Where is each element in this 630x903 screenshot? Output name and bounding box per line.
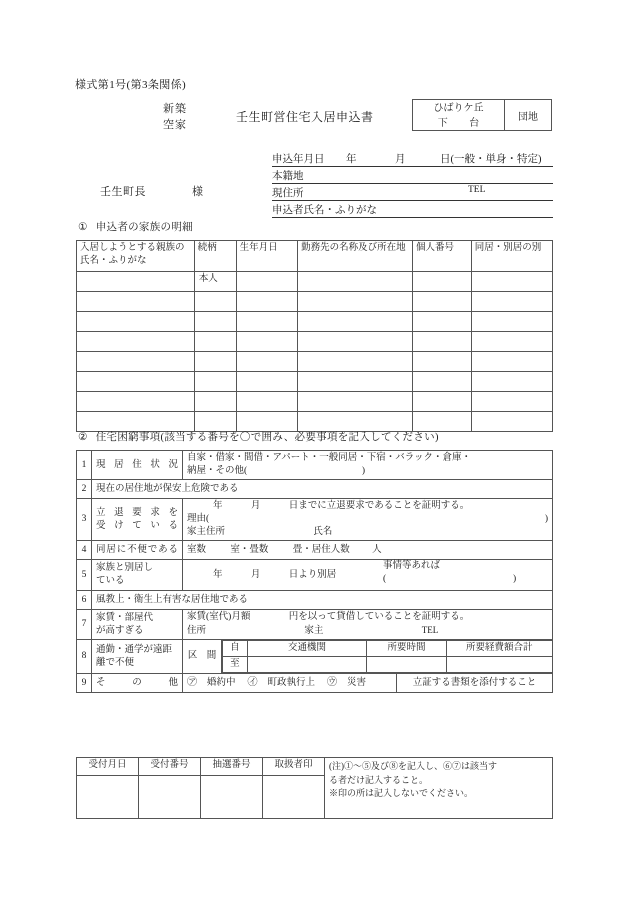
commute-to-label: 至 (223, 657, 248, 673)
family-cell-name[interactable] (77, 312, 195, 332)
tatami-count-label: 室・畳数 (230, 544, 269, 555)
hardship-row-4-number[interactable]: 4 (77, 541, 92, 560)
hardship-row-5-label-l2: ている (96, 576, 125, 586)
landlord-line (187, 526, 548, 539)
estate-box (412, 99, 552, 131)
eviction-reason-line (187, 513, 548, 526)
applicant-date-day-category: 日(一般・単身・特定) (440, 154, 542, 165)
hardship-row-2-text: 現在の居住地が保安上危険である (92, 480, 553, 499)
applicant-date-label: 申込年月日 (272, 154, 325, 165)
family-cell-living[interactable] (471, 372, 552, 392)
hardship-row-1-value[interactable] (183, 451, 553, 480)
hardship-row-3-label-l1: 立退要求を (96, 507, 178, 518)
family-col-name: 入居しようとする親族の氏名・ふりがな (77, 241, 195, 272)
applicant-row-name[interactable] (272, 201, 553, 218)
housing-hardship-table (76, 450, 553, 693)
separation-circumstance-close: ) (513, 574, 517, 584)
section-2-number: ② (78, 432, 88, 443)
table-row[interactable] (77, 392, 553, 412)
section-1-text: 申込者の家族の明細 (95, 222, 193, 233)
resident-count-unit: 人 (372, 544, 382, 555)
hardship-row-6[interactable] (77, 591, 553, 610)
table-row[interactable] (77, 272, 553, 292)
family-cell-relation[interactable]: 本人 (194, 272, 236, 292)
hardship-row-7[interactable] (77, 610, 553, 640)
family-cell-relation[interactable] (194, 292, 236, 312)
hardship-row-3[interactable] (77, 499, 553, 541)
family-cell-name[interactable] (77, 272, 195, 292)
family-cell-dob[interactable] (236, 332, 297, 352)
family-cell-workplace[interactable] (298, 312, 413, 332)
table-row[interactable] (77, 372, 553, 392)
housing-type-other-line (187, 465, 548, 478)
receipt-note-line-3: ※印の所は記入しないでください。 (329, 788, 474, 798)
hardship-row-1-label (92, 451, 183, 480)
family-cell-name[interactable] (77, 352, 195, 372)
hardship-row-3-value[interactable] (183, 499, 553, 541)
family-cell-workplace[interactable] (298, 332, 413, 352)
family-cell-mynumber[interactable] (412, 292, 471, 312)
family-cell-mynumber[interactable] (412, 332, 471, 352)
mayor-address-line (100, 183, 204, 199)
eviction-year: 年 (213, 501, 223, 511)
section-1-caption (78, 219, 193, 234)
family-cell-mynumber[interactable] (412, 392, 471, 412)
family-cell-relation[interactable] (194, 392, 236, 412)
hardship-row-5-label (92, 560, 183, 591)
room-count-label: 室数 (187, 544, 207, 555)
rent-amount-line (187, 611, 548, 624)
hardship-row-1-label-text: 現居住状況 (96, 459, 178, 470)
family-cell-mynumber[interactable] (412, 272, 471, 292)
receipt-col-stamp: 取扱者印 (263, 758, 325, 776)
receipt-value-number[interactable] (139, 776, 201, 819)
hardship-row-4-value[interactable] (183, 541, 553, 560)
receipt-note-line-1: (注)①～⑤及び⑧を記入し、⑥⑦は該当す (329, 761, 497, 771)
receipt-value-date[interactable] (77, 776, 139, 819)
estate-name-line2-left: 下 (437, 118, 448, 129)
hardship-row-8-label (92, 640, 183, 674)
receipt-col-date: 受付月日 (77, 758, 139, 776)
eviction-month: 月 (250, 501, 261, 511)
eviction-statement: 日までに立退要求であることを証明する。 (288, 501, 470, 511)
section-2-caption (78, 429, 439, 444)
hardship-row-9-number[interactable]: 9 (77, 674, 92, 693)
rent-owner-label: 家主 (304, 626, 324, 636)
eviction-reason-close: ) (544, 514, 548, 524)
resident-count-label: 畳・居住人数 (292, 544, 350, 555)
form-code: 様式第1号(第3条関係) (75, 79, 187, 91)
option-u-marker[interactable]: ㋒ (327, 677, 338, 688)
separation-circumstance-open: ( (383, 574, 387, 584)
receipt-col-lottery: 抽選番号 (201, 758, 263, 776)
build-type-vacant: 空家 (163, 119, 187, 131)
housing-type-other-close: ) (361, 466, 366, 476)
receipt-office-table (76, 757, 553, 819)
hardship-row-3-label-l2: 受けている (96, 520, 178, 531)
hardship-row-6-text: 風教上・衛生上有害な居住地である (92, 591, 553, 610)
hardship-row-5-number[interactable]: 5 (77, 560, 92, 591)
table-row[interactable] (77, 332, 553, 352)
rent-landlord-line (187, 624, 548, 638)
commute-from-label: 自 (223, 641, 248, 657)
family-details-table (76, 240, 553, 432)
rent-amount-label: 家賃(室代)月額 (187, 612, 251, 622)
eviction-date-line (187, 500, 548, 513)
current-address-label: 現住所 (272, 188, 304, 199)
receipt-col-number: 受付番号 (139, 758, 201, 776)
hardship-row-8[interactable] (77, 640, 553, 674)
separation-circumstance-label: 事情等あれば (383, 561, 441, 571)
family-col-relation: 続柄 (194, 241, 236, 272)
hardship-row-1[interactable] (77, 451, 553, 480)
family-cell-living[interactable] (471, 332, 552, 352)
family-cell-relation[interactable] (194, 312, 236, 332)
hardship-row-9-label (92, 674, 183, 693)
commute-col-transport: 交通機関 (247, 641, 366, 657)
hardship-row-5[interactable] (77, 560, 553, 591)
hardship-row-1-number[interactable]: 1 (77, 451, 92, 480)
table-row[interactable] (77, 352, 553, 372)
family-cell-workplace[interactable] (298, 392, 413, 412)
family-cell-dob[interactable] (236, 392, 297, 412)
estate-name-line2-right: 台 (469, 118, 480, 129)
eviction-reason-label: 理由( (187, 514, 210, 524)
estate-name-line1: ひばりケ丘 (433, 103, 484, 114)
hardship-row-9-options[interactable] (183, 674, 397, 693)
applicant-name-label: 申込者氏名・ふりがな (272, 205, 377, 216)
family-cell-living[interactable] (471, 412, 552, 432)
hardship-row-8-label-l1: 通勤・通学が遠距 (96, 644, 173, 655)
table-row[interactable] (77, 312, 553, 332)
family-cell-living[interactable] (471, 392, 552, 412)
applicant-row-current-address[interactable] (272, 184, 553, 201)
hardship-row-8-label-l2: 離で不便 (96, 657, 135, 668)
family-cell-living[interactable] (471, 292, 552, 312)
rent-address-label: 住所 (187, 626, 207, 636)
commute-col-time: 所要時間 (367, 641, 447, 657)
receipt-note-line-2: る者だけ記入すること。 (329, 774, 429, 785)
section-1-number: ① (78, 222, 88, 233)
receipt-value-stamp[interactable] (263, 776, 325, 819)
mayor-label: 壬生町長 (100, 186, 146, 198)
commute-to-row[interactable] (223, 657, 553, 673)
registered-domicile-label: 本籍地 (272, 171, 304, 182)
hardship-row-2[interactable] (77, 480, 553, 499)
family-table-header-row (77, 241, 553, 272)
build-type-group (163, 101, 187, 133)
commute-to-time[interactable] (367, 657, 447, 673)
option-a-label: 婚約中 (207, 678, 236, 688)
hardship-row-7-number[interactable]: 7 (77, 610, 92, 640)
commute-detail-table (222, 640, 553, 673)
commute-to-cost[interactable] (447, 657, 553, 673)
family-cell-mynumber[interactable] (412, 312, 471, 332)
applicant-row-registered-domicile[interactable] (272, 167, 553, 184)
option-i-marker[interactable]: ㋑ (247, 677, 258, 688)
hardship-row-3-number[interactable]: 3 (77, 499, 92, 541)
estate-name-line2 (413, 116, 504, 131)
separation-year: 年 (213, 569, 223, 580)
commute-detail-host (222, 640, 553, 674)
family-cell-dob[interactable] (236, 292, 297, 312)
commute-section-label: 区 間 (183, 640, 222, 674)
family-col-dob: 生年月日 (236, 241, 297, 272)
hardship-row-4-label (92, 541, 183, 560)
hardship-row-2-number[interactable]: 2 (77, 480, 92, 499)
family-cell-living[interactable] (471, 272, 552, 292)
family-cell-name[interactable] (77, 332, 195, 352)
hardship-row-9[interactable] (77, 674, 553, 693)
family-cell-workplace[interactable] (298, 292, 413, 312)
current-address-tel-label: TEL (468, 185, 486, 195)
hardship-row-3-label (92, 499, 183, 541)
family-cell-dob[interactable] (236, 372, 297, 392)
family-cell-name[interactable] (77, 292, 195, 312)
rent-tel-label: TEL (421, 625, 439, 635)
family-cell-name[interactable] (77, 372, 195, 392)
hardship-row-4[interactable] (77, 541, 553, 560)
separation-date-line (187, 569, 548, 582)
hardship-row-5-value[interactable] (183, 560, 553, 591)
family-cell-workplace[interactable] (298, 352, 413, 372)
hardship-row-9-label-text: その他 (96, 677, 178, 688)
family-cell-mynumber[interactable] (412, 352, 471, 372)
hardship-row-7-label (92, 610, 183, 640)
family-cell-relation[interactable] (194, 332, 236, 352)
family-col-mynumber: 個人番号 (412, 241, 471, 272)
family-cell-dob[interactable] (236, 272, 297, 292)
hardship-row-7-value[interactable] (183, 610, 553, 640)
family-cell-workplace[interactable] (298, 272, 413, 292)
applicant-info-block (272, 150, 553, 218)
mayor-honorific: 様 (192, 186, 204, 198)
hardship-row-7-label-l1: 家賃・部屋代 (96, 612, 154, 623)
commute-col-cost: 所要経費額合計 (447, 641, 553, 657)
hardship-row-7-label-l2: が高すぎる (96, 625, 144, 636)
receipt-header-row (77, 758, 553, 776)
estate-name (413, 100, 505, 130)
receipt-note (325, 758, 553, 819)
applicant-date-year: 年 (346, 154, 357, 165)
family-cell-living[interactable] (471, 352, 552, 372)
family-cell-workplace[interactable] (298, 372, 413, 392)
family-cell-relation[interactable] (194, 372, 236, 392)
family-col-living: 同居・別居の別 (471, 241, 552, 272)
separation-month: 月 (250, 569, 261, 580)
landlord-address-label: 家主住所 (187, 527, 226, 537)
commute-to-transport[interactable] (247, 657, 366, 673)
estate-suffix: 団地 (518, 111, 538, 123)
build-type-new: 新築 (163, 103, 187, 115)
family-cell-name[interactable] (77, 392, 195, 412)
option-a-marker[interactable]: ㋐ (187, 677, 197, 688)
rent-amount-statement: 円を以って貸借していることを証明する。 (288, 612, 470, 622)
family-cell-dob[interactable] (236, 352, 297, 372)
family-cell-living[interactable] (471, 312, 552, 332)
hardship-row-9-note: 立証する書類を添付すること (397, 674, 553, 693)
commute-header-row (223, 641, 553, 657)
hardship-row-6-number[interactable]: 6 (77, 591, 92, 610)
family-col-workplace: 勤務先の名称及び所在地 (298, 241, 413, 272)
section-2-text: 住宅困窮事項(該当する番号を〇で囲み、必要事項を記入してください) (95, 432, 439, 443)
family-cell-dob[interactable] (236, 312, 297, 332)
applicant-date-month: 月 (395, 154, 406, 165)
option-u-label: 災害 (347, 678, 367, 688)
housing-type-other-label: 納屋・その他( (187, 466, 248, 476)
page-title: 壬生町営住宅入居申込書 (236, 110, 374, 124)
hardship-row-5-label-l1: 家族と別居し (96, 563, 154, 573)
hardship-row-4-label-text: 同居に不便である (96, 544, 178, 555)
hardship-row-8-number[interactable]: 8 (77, 640, 92, 674)
housing-type-options-line1: 自家・借家・間借・アパート・一般同居・下宿・バラック・倉庫・ (187, 453, 472, 463)
separation-rest: 日より別居 (288, 569, 337, 580)
family-cell-mynumber[interactable] (412, 372, 471, 392)
landlord-name-label: 氏名 (313, 527, 333, 537)
receipt-value-lottery[interactable] (201, 776, 263, 819)
option-i-label: 町政執行上 (267, 678, 316, 688)
table-row[interactable] (77, 292, 553, 312)
family-cell-relation[interactable] (194, 352, 236, 372)
applicant-row-date[interactable] (272, 150, 553, 167)
